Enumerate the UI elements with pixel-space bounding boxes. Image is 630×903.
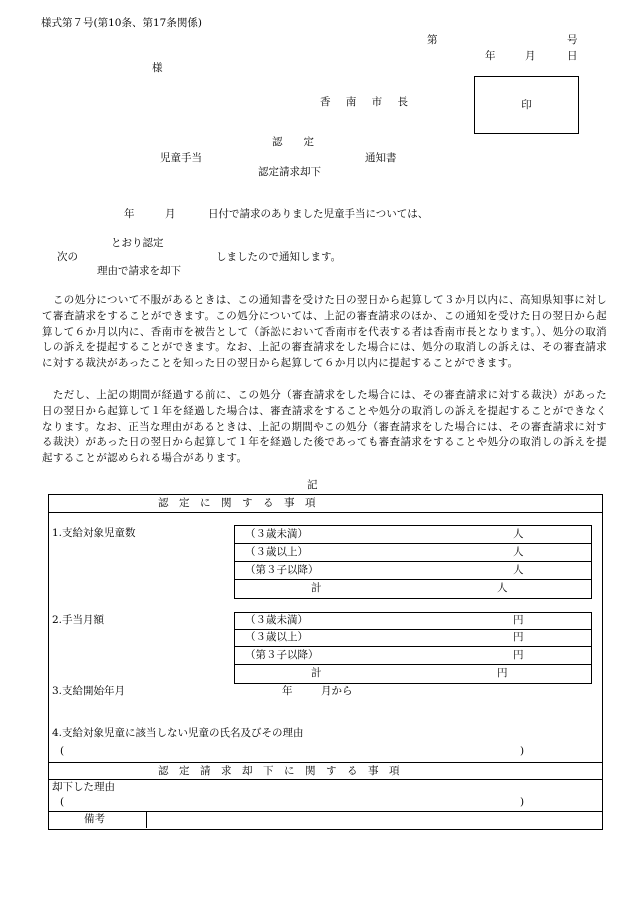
section-approval-header: 認 定 に 関 す る 事 項 (158, 497, 316, 509)
title-top: 認 定 (272, 136, 314, 148)
decision-option-reject: 理由で請求を却下 (97, 265, 181, 277)
amount-total-label: 計 (311, 667, 322, 679)
yen-unit: 円 (513, 649, 524, 661)
section-rejection-header: 認 定 請 求 却 下 に 関 す る 事 項 (158, 765, 400, 777)
paren-close: ) (520, 796, 525, 808)
child-over3-label: （３歳以上） (245, 546, 308, 558)
amount-third-label: （第３子以降） (245, 649, 319, 661)
child-unit: 人 (513, 564, 524, 576)
child-unit: 人 (497, 582, 508, 594)
decision-option-approve: とおり認定 (111, 237, 164, 249)
amount-over3-label: （３歳以上） (245, 631, 308, 643)
appeal-paragraph-2: ただし、上記の期間が経過する前に、この処分（審査請求をした場合には、その審査請求に対する裁決）があった日の翌日から起算して１年を経過した場合は、審査請求をすることや処分の取消しの訴えを提起することができなくなります。なお、正当な理由があるときは、上記の期間やこの処分（審査請求をした場合には、その審査請求に対する裁決）があった日の翌日から起算して１年を経過した後であっても審査請求をすることや処分の取消しの訴えを提起することが認められる場合があります。 (42, 389, 607, 465)
title-left: 児童手当 (160, 152, 202, 164)
child-unit: 人 (513, 528, 524, 540)
paren-close: ) (520, 745, 525, 757)
rejection-reason-label: 却下した理由 (52, 781, 115, 793)
date-day: 日 (567, 50, 578, 62)
form-label: 様式第７号(第10条、第17条関係) (41, 17, 202, 29)
seal-box (474, 76, 579, 134)
title-bottom: 認定請求却下 (258, 166, 321, 178)
decision-tail: しましたので通知します。 (216, 251, 342, 263)
yen-unit: 円 (513, 614, 524, 626)
issuer: 香 南 市 長 (320, 96, 415, 108)
date-month: 月 (525, 50, 536, 62)
number-suffix: 号 (567, 34, 578, 46)
child-under3-label: （３歳未満） (245, 528, 308, 540)
child-unit: 人 (513, 546, 524, 558)
child-total-label: 計 (311, 582, 322, 594)
item-monthly-amount: 2.手当月額 (52, 614, 105, 626)
seal-label: 印 (521, 99, 532, 111)
item-start-month: 3.支給開始年月 (52, 685, 126, 697)
appeal-paragraph-1: この処分について不服があるときは、この通知書を受けた日の翌日から起算して３か月以内に、高知県知事に対して審査請求をすることができます。この処分については、上記の審査請求のほか、この通知を受けた日の翌日から起算して６か月以内に、香南市を被告として（訴訟において香南市を代表する者は香南市長となります。）、処分の取消しの訴えを提起することができます。なお、上記の審査請求をした場合には、処分の取消しの訴えは、その審査請求に対する裁決があったことを知った日の翌日から起算して６か月以内に提起することができます。 (42, 294, 607, 370)
intro-year: 年 (124, 208, 135, 220)
paren-open: ( (60, 796, 65, 808)
remarks-label: 備考 (84, 813, 105, 825)
yen-unit: 円 (497, 667, 508, 679)
item-child-count: 1.支給対象児童数 (52, 527, 136, 539)
title-right: 通知書 (365, 152, 397, 164)
paren-open: ( (60, 745, 65, 757)
yen-unit: 円 (513, 631, 524, 643)
ki-label: 記 (307, 479, 318, 491)
item-excluded-children: 4.支給対象児童に該当しない児童の氏名及びその理由 (52, 727, 304, 739)
number-prefix: 第 (427, 34, 438, 46)
intro-text: 日付で請求のありました児童手当については、 (208, 208, 429, 220)
intro-month: 月 (165, 208, 176, 220)
amount-under3-label: （３歳未満） (245, 614, 308, 626)
start-month: 月から (321, 685, 353, 697)
child-third-label: （第３子以降） (245, 564, 319, 576)
addressee-suffix: 様 (152, 62, 163, 74)
start-year: 年 (282, 685, 293, 697)
date-year: 年 (485, 50, 496, 62)
decision-lead: 次の (57, 251, 78, 263)
